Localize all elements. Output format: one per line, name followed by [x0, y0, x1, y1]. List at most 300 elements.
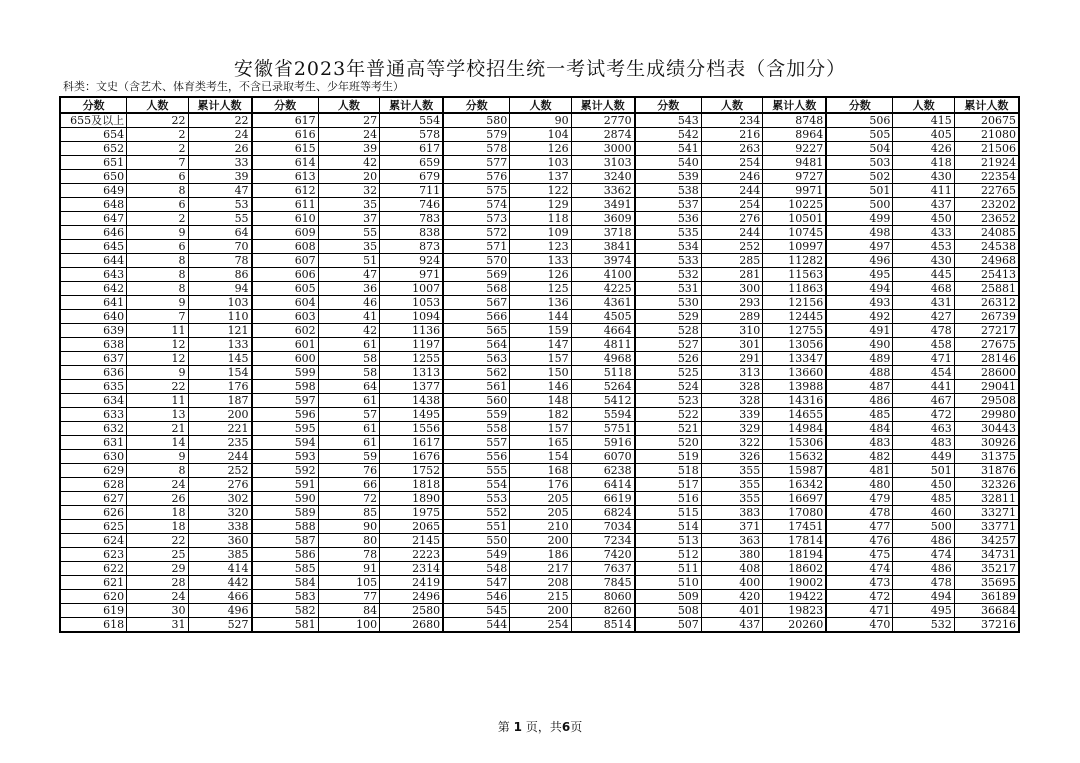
cell-count: 234 — [701, 113, 762, 128]
cell-count: 495 — [893, 604, 954, 618]
table-row — [60, 450, 1019, 464]
cell-cumulative: 276 — [188, 478, 252, 492]
cell-cumulative: 1007 — [380, 282, 444, 296]
cell-count: 217 — [510, 562, 571, 576]
cell-score: 542 — [635, 128, 702, 142]
cell-cumulative: 2580 — [380, 604, 444, 618]
cell-count: 66 — [318, 478, 379, 492]
cell-count: 72 — [318, 492, 379, 506]
cell-cumulative: 32811 — [954, 492, 1019, 506]
cell-count: 61 — [318, 436, 379, 450]
cell-score: 627 — [60, 492, 127, 506]
cell-cumulative: 4225 — [571, 282, 635, 296]
cell-cumulative: 145 — [188, 352, 252, 366]
cell-cumulative: 13988 — [763, 380, 827, 394]
table-row — [60, 604, 1019, 618]
cell-cumulative: 235 — [188, 436, 252, 450]
cell-cumulative: 3000 — [571, 142, 635, 156]
cell-count: 8 — [127, 268, 188, 282]
cell-count: 105 — [318, 576, 379, 590]
header-count-3: 人数 — [510, 97, 571, 113]
cell-count: 210 — [510, 520, 571, 534]
table-row — [60, 590, 1019, 604]
cell-score: 588 — [252, 520, 319, 534]
cell-score: 563 — [443, 352, 510, 366]
cell-score: 527 — [635, 338, 702, 352]
cell-count: 61 — [318, 422, 379, 436]
cell-count: 147 — [510, 338, 571, 352]
cell-count: 22 — [127, 380, 188, 394]
table-row — [60, 296, 1019, 310]
cell-score: 582 — [252, 604, 319, 618]
cell-score: 622 — [60, 562, 127, 576]
cell-score: 529 — [635, 310, 702, 324]
cell-cumulative: 15987 — [763, 464, 827, 478]
cell-score: 515 — [635, 506, 702, 520]
cell-count: 445 — [893, 268, 954, 282]
cell-score: 544 — [443, 618, 510, 633]
cell-cumulative: 10225 — [763, 198, 827, 212]
table-row — [60, 268, 1019, 282]
cell-score: 521 — [635, 422, 702, 436]
cell-count: 500 — [893, 520, 954, 534]
cell-cumulative: 27217 — [954, 324, 1019, 338]
cell-count: 32 — [318, 184, 379, 198]
cell-count: 301 — [701, 338, 762, 352]
cell-cumulative: 1094 — [380, 310, 444, 324]
cell-count: 144 — [510, 310, 571, 324]
cell-score: 624 — [60, 534, 127, 548]
cell-score: 486 — [826, 394, 893, 408]
cell-cumulative: 24 — [188, 128, 252, 142]
cell-score: 566 — [443, 310, 510, 324]
cell-count: 483 — [893, 436, 954, 450]
cell-score: 568 — [443, 282, 510, 296]
cell-count: 11 — [127, 394, 188, 408]
footer-page-number: 1 — [513, 720, 522, 734]
cell-score: 562 — [443, 366, 510, 380]
cell-cumulative: 3491 — [571, 198, 635, 212]
cell-cumulative: 1890 — [380, 492, 444, 506]
cell-cumulative: 35217 — [954, 562, 1019, 576]
cell-score: 507 — [635, 618, 702, 633]
cell-cumulative: 29980 — [954, 408, 1019, 422]
cell-cumulative: 5916 — [571, 436, 635, 450]
cell-score: 638 — [60, 338, 127, 352]
cell-count: 339 — [701, 408, 762, 422]
cell-cumulative: 22 — [188, 113, 252, 128]
cell-cumulative: 442 — [188, 576, 252, 590]
cell-score: 573 — [443, 212, 510, 226]
cell-score: 565 — [443, 324, 510, 338]
cell-count: 126 — [510, 268, 571, 282]
cell-score: 623 — [60, 548, 127, 562]
cell-count: 12 — [127, 352, 188, 366]
cell-cumulative: 9971 — [763, 184, 827, 198]
cell-count: 14 — [127, 436, 188, 450]
cell-count: 24 — [127, 478, 188, 492]
cell-score: 642 — [60, 282, 127, 296]
cell-count: 6 — [127, 240, 188, 254]
cell-count: 420 — [701, 590, 762, 604]
cell-count: 59 — [318, 450, 379, 464]
cell-count: 18 — [127, 520, 188, 534]
cell-cumulative: 385 — [188, 548, 252, 562]
cell-cumulative: 679 — [380, 170, 444, 184]
cell-count: 254 — [701, 156, 762, 170]
cell-score: 584 — [252, 576, 319, 590]
cell-cumulative: 527 — [188, 618, 252, 633]
cell-cumulative: 5594 — [571, 408, 635, 422]
cell-count: 9 — [127, 226, 188, 240]
cell-count: 472 — [893, 408, 954, 422]
cell-cumulative: 873 — [380, 240, 444, 254]
cell-count: 433 — [893, 226, 954, 240]
cell-cumulative: 36684 — [954, 604, 1019, 618]
cell-count: 246 — [701, 170, 762, 184]
cell-cumulative: 2314 — [380, 562, 444, 576]
header-cumulative-4: 累计人数 — [763, 97, 827, 113]
table-row — [60, 352, 1019, 366]
header-count-4: 人数 — [701, 97, 762, 113]
cell-count: 501 — [893, 464, 954, 478]
cell-cumulative: 9481 — [763, 156, 827, 170]
cell-cumulative: 659 — [380, 156, 444, 170]
cell-count: 208 — [510, 576, 571, 590]
cell-score: 540 — [635, 156, 702, 170]
cell-score: 487 — [826, 380, 893, 394]
cell-score: 556 — [443, 450, 510, 464]
cell-score: 594 — [252, 436, 319, 450]
table-row — [60, 562, 1019, 576]
cell-score: 482 — [826, 450, 893, 464]
cell-cumulative: 13056 — [763, 338, 827, 352]
cell-cumulative: 1617 — [380, 436, 444, 450]
cell-score: 633 — [60, 408, 127, 422]
cell-score: 473 — [826, 576, 893, 590]
cell-score: 595 — [252, 422, 319, 436]
cell-score: 551 — [443, 520, 510, 534]
cell-count: 35 — [318, 198, 379, 212]
cell-score: 528 — [635, 324, 702, 338]
cell-score: 478 — [826, 506, 893, 520]
cell-count: 205 — [510, 506, 571, 520]
cell-cumulative: 7637 — [571, 562, 635, 576]
cell-count: 437 — [701, 618, 762, 633]
cell-score: 558 — [443, 422, 510, 436]
cell-count: 61 — [318, 394, 379, 408]
cell-count: 85 — [318, 506, 379, 520]
cell-cumulative: 14984 — [763, 422, 827, 436]
cell-score: 617 — [252, 113, 319, 128]
cell-cumulative: 3103 — [571, 156, 635, 170]
cell-count: 252 — [701, 240, 762, 254]
cell-count: 76 — [318, 464, 379, 478]
cell-score: 505 — [826, 128, 893, 142]
cell-score: 575 — [443, 184, 510, 198]
cell-count: 129 — [510, 198, 571, 212]
cell-count: 215 — [510, 590, 571, 604]
cell-score: 501 — [826, 184, 893, 198]
cell-cumulative: 24968 — [954, 254, 1019, 268]
cell-count: 326 — [701, 450, 762, 464]
cell-cumulative: 29508 — [954, 394, 1019, 408]
cell-count: 450 — [893, 478, 954, 492]
cell-cumulative: 19002 — [763, 576, 827, 590]
cell-score: 652 — [60, 142, 127, 156]
cell-cumulative: 26739 — [954, 310, 1019, 324]
cell-count: 46 — [318, 296, 379, 310]
cell-count: 329 — [701, 422, 762, 436]
cell-score: 620 — [60, 590, 127, 604]
cell-score: 524 — [635, 380, 702, 394]
cell-count: 157 — [510, 422, 571, 436]
cell-count: 29 — [127, 562, 188, 576]
cell-cumulative: 6414 — [571, 478, 635, 492]
table-row — [60, 394, 1019, 408]
cell-cumulative: 55 — [188, 212, 252, 226]
cell-count: 460 — [893, 506, 954, 520]
cell-count: 7 — [127, 310, 188, 324]
cell-cumulative: 154 — [188, 366, 252, 380]
cell-score: 493 — [826, 296, 893, 310]
table-row — [60, 156, 1019, 170]
cell-score: 561 — [443, 380, 510, 394]
header-score-2: 分数 — [252, 97, 319, 113]
cell-score: 637 — [60, 352, 127, 366]
cell-score: 481 — [826, 464, 893, 478]
cell-cumulative: 13347 — [763, 352, 827, 366]
cell-score: 581 — [252, 618, 319, 633]
cell-cumulative: 1752 — [380, 464, 444, 478]
cell-cumulative: 1136 — [380, 324, 444, 338]
cell-cumulative: 25881 — [954, 282, 1019, 296]
cell-cumulative: 21924 — [954, 156, 1019, 170]
cell-cumulative: 5412 — [571, 394, 635, 408]
cell-count: 58 — [318, 366, 379, 380]
cell-score: 523 — [635, 394, 702, 408]
cell-cumulative: 14316 — [763, 394, 827, 408]
cell-score: 618 — [60, 618, 127, 633]
cell-cumulative: 33 — [188, 156, 252, 170]
cell-score: 632 — [60, 422, 127, 436]
cell-cumulative: 16697 — [763, 492, 827, 506]
cell-cumulative: 23652 — [954, 212, 1019, 226]
cell-score: 586 — [252, 548, 319, 562]
cell-score: 499 — [826, 212, 893, 226]
cell-cumulative: 3240 — [571, 170, 635, 184]
cell-count: 18 — [127, 506, 188, 520]
cell-count: 276 — [701, 212, 762, 226]
cell-cumulative: 26312 — [954, 296, 1019, 310]
cell-cumulative: 2770 — [571, 113, 635, 128]
cell-score: 597 — [252, 394, 319, 408]
cell-count: 450 — [893, 212, 954, 226]
cell-score: 603 — [252, 310, 319, 324]
table-row — [60, 212, 1019, 226]
cell-score: 483 — [826, 436, 893, 450]
cell-cumulative: 4100 — [571, 268, 635, 282]
cell-count: 57 — [318, 408, 379, 422]
cell-count: 486 — [893, 534, 954, 548]
cell-count: 176 — [510, 478, 571, 492]
page-footer — [0, 718, 1080, 735]
header-count-2: 人数 — [318, 97, 379, 113]
cell-cumulative: 110 — [188, 310, 252, 324]
cell-cumulative: 783 — [380, 212, 444, 226]
cell-count: 9 — [127, 450, 188, 464]
cell-count: 35 — [318, 240, 379, 254]
cell-cumulative: 924 — [380, 254, 444, 268]
cell-cumulative: 7845 — [571, 576, 635, 590]
cell-cumulative: 33771 — [954, 520, 1019, 534]
cell-cumulative: 2496 — [380, 590, 444, 604]
cell-count: 80 — [318, 534, 379, 548]
cell-count: 137 — [510, 170, 571, 184]
cell-score: 651 — [60, 156, 127, 170]
cell-count: 118 — [510, 212, 571, 226]
cell-count: 453 — [893, 240, 954, 254]
cell-cumulative: 971 — [380, 268, 444, 282]
cell-count: 24 — [127, 590, 188, 604]
cell-score: 585 — [252, 562, 319, 576]
cell-count: 254 — [510, 618, 571, 633]
cell-score: 647 — [60, 212, 127, 226]
cell-count: 216 — [701, 128, 762, 142]
cell-count: 328 — [701, 394, 762, 408]
cell-score: 587 — [252, 534, 319, 548]
cell-cumulative: 36189 — [954, 590, 1019, 604]
cell-score: 564 — [443, 338, 510, 352]
cell-cumulative: 11563 — [763, 268, 827, 282]
cell-cumulative: 711 — [380, 184, 444, 198]
cell-count: 78 — [318, 548, 379, 562]
cell-score: 643 — [60, 268, 127, 282]
cell-count: 471 — [893, 352, 954, 366]
category-note: 科类：文史（含艺术、体育类考生，不含已录取考生、少年班等考生） — [63, 80, 404, 93]
table-row — [60, 240, 1019, 254]
cell-score: 631 — [60, 436, 127, 450]
cell-count: 2 — [127, 212, 188, 226]
table-row — [60, 548, 1019, 562]
cell-cumulative: 1818 — [380, 478, 444, 492]
cell-score: 539 — [635, 170, 702, 184]
cell-count: 411 — [893, 184, 954, 198]
cell-score: 522 — [635, 408, 702, 422]
cell-count: 458 — [893, 338, 954, 352]
cell-score: 526 — [635, 352, 702, 366]
cell-score: 504 — [826, 142, 893, 156]
cell-count: 136 — [510, 296, 571, 310]
cell-cumulative: 14655 — [763, 408, 827, 422]
footer-total-pages: 6 — [561, 720, 571, 734]
header-score-4: 分数 — [635, 97, 702, 113]
cell-score: 650 — [60, 170, 127, 184]
header-score-1: 分数 — [60, 97, 127, 113]
cell-cumulative: 28146 — [954, 352, 1019, 366]
cell-cumulative: 23202 — [954, 198, 1019, 212]
cell-cumulative: 78 — [188, 254, 252, 268]
cell-count: 281 — [701, 268, 762, 282]
cell-count: 9 — [127, 296, 188, 310]
cell-count: 103 — [510, 156, 571, 170]
cell-score: 619 — [60, 604, 127, 618]
cell-cumulative: 13660 — [763, 366, 827, 380]
cell-score: 591 — [252, 478, 319, 492]
cell-count: 313 — [701, 366, 762, 380]
cell-score: 589 — [252, 506, 319, 520]
cell-score: 512 — [635, 548, 702, 562]
cell-count: 41 — [318, 310, 379, 324]
cell-count: 322 — [701, 436, 762, 450]
cell-cumulative: 320 — [188, 506, 252, 520]
table-row — [60, 520, 1019, 534]
cell-cumulative: 1053 — [380, 296, 444, 310]
cell-score: 511 — [635, 562, 702, 576]
cell-count: 430 — [893, 254, 954, 268]
cell-cumulative: 221 — [188, 422, 252, 436]
cell-cumulative: 32326 — [954, 478, 1019, 492]
cell-cumulative: 12755 — [763, 324, 827, 338]
cell-count: 8 — [127, 282, 188, 296]
cell-cumulative: 252 — [188, 464, 252, 478]
table-row — [60, 408, 1019, 422]
cell-cumulative: 28600 — [954, 366, 1019, 380]
cell-score: 496 — [826, 254, 893, 268]
cell-cumulative: 2419 — [380, 576, 444, 590]
cell-score: 471 — [826, 604, 893, 618]
cell-cumulative: 6824 — [571, 506, 635, 520]
header-score-5: 分数 — [826, 97, 893, 113]
cell-cumulative: 3841 — [571, 240, 635, 254]
cell-cumulative: 47 — [188, 184, 252, 198]
table-row — [60, 142, 1019, 156]
cell-cumulative: 16342 — [763, 478, 827, 492]
cell-cumulative: 30926 — [954, 436, 1019, 450]
cell-count: 8 — [127, 464, 188, 478]
cell-count: 28 — [127, 576, 188, 590]
cell-cumulative: 18602 — [763, 562, 827, 576]
cell-count: 25 — [127, 548, 188, 562]
table-row — [60, 576, 1019, 590]
cell-score: 636 — [60, 366, 127, 380]
cell-count: 494 — [893, 590, 954, 604]
cell-score: 614 — [252, 156, 319, 170]
cell-count: 21 — [127, 422, 188, 436]
cell-score: 611 — [252, 198, 319, 212]
cell-cumulative: 187 — [188, 394, 252, 408]
cell-score: 600 — [252, 352, 319, 366]
cell-count: 400 — [701, 576, 762, 590]
cell-cumulative: 11863 — [763, 282, 827, 296]
cell-cumulative: 3609 — [571, 212, 635, 226]
cell-count: 263 — [701, 142, 762, 156]
table-row — [60, 478, 1019, 492]
cell-score: 630 — [60, 450, 127, 464]
cell-count: 6 — [127, 170, 188, 184]
cell-cumulative: 10745 — [763, 226, 827, 240]
cell-cumulative: 8964 — [763, 128, 827, 142]
cell-score: 489 — [826, 352, 893, 366]
cell-cumulative: 5264 — [571, 380, 635, 394]
cell-count: 532 — [893, 618, 954, 633]
cell-count: 371 — [701, 520, 762, 534]
table-row — [60, 184, 1019, 198]
cell-score: 599 — [252, 366, 319, 380]
cell-count: 363 — [701, 534, 762, 548]
cell-score: 490 — [826, 338, 893, 352]
cell-score: 491 — [826, 324, 893, 338]
